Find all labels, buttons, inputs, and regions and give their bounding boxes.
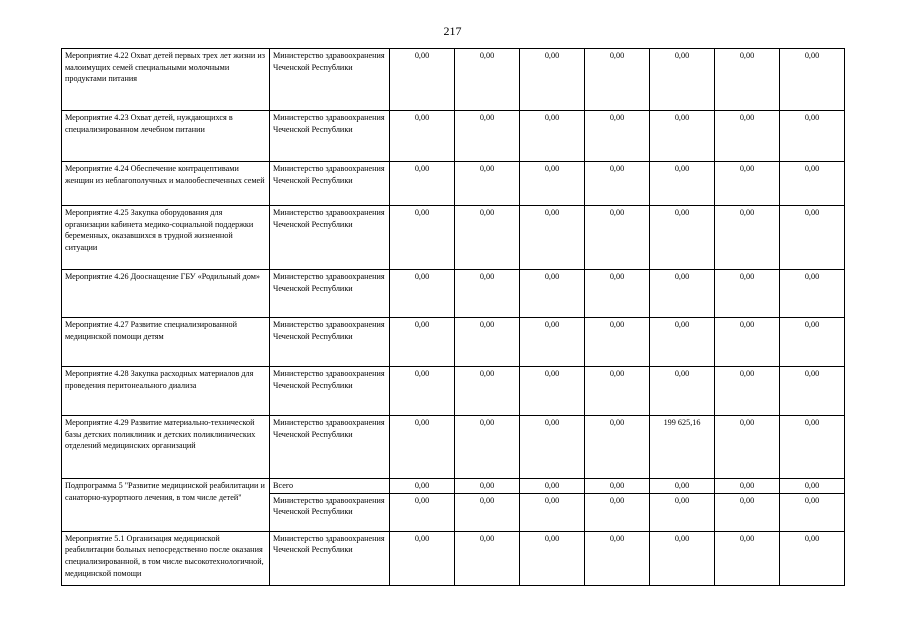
value-cell: 0,00 [520,111,585,162]
executor-cell: Министерство здравоохранения Чеченской Республики [270,111,390,162]
row-name-cell: Мероприятие 4.23 Охват детей, нуждающихся в специализированном лечебном питании [62,111,270,162]
value-cell: 0,00 [455,367,520,416]
value-cell: 0,00 [455,111,520,162]
value-cell: 0,00 [715,162,780,206]
value-cell: 0,00 [455,479,520,494]
value-cell: 0,00 [780,206,845,270]
value-cell: 0,00 [780,318,845,367]
table-row [62,531,845,585]
value-cell: 0,00 [585,318,650,367]
value-cell: 0,00 [390,367,455,416]
value-cell: 0,00 [650,318,715,367]
executor-cell: Министерство здравоохранения Чеченской Республики [270,270,390,318]
value-cell: 0,00 [650,49,715,111]
value-cell: 0,00 [715,206,780,270]
value-cell: 0,00 [780,270,845,318]
table-body [62,49,845,586]
value-cell: 0,00 [780,493,845,531]
table-row [62,162,845,206]
row-name-cell: Мероприятие 4.28 Закупка расходных материалов для проведения перитонеального диализа [62,367,270,416]
value-cell: 0,00 [650,111,715,162]
table-row [62,367,845,416]
value-cell: 0,00 [390,206,455,270]
row-name-cell: Мероприятие 5.1 Организация медицинской реабилитации больных непосредственно после оказания специализированной, в том числе высокотехнологичной, медицинской помощи [62,531,270,585]
value-cell: 0,00 [715,270,780,318]
value-cell: 0,00 [520,270,585,318]
value-cell: 0,00 [585,270,650,318]
executor-cell: Министерство здравоохранения Чеченской Республики [270,162,390,206]
value-cell: 0,00 [780,162,845,206]
executor-cell: Министерство здравоохранения Чеченской Республики [270,206,390,270]
value-cell: 0,00 [390,531,455,585]
value-cell: 0,00 [585,206,650,270]
table-row [62,111,845,162]
row-name-cell: Мероприятие 4.24 Обеспечение контрацептивами женщин из неблагополучных и малообеспеченных семей [62,162,270,206]
value-cell: 0,00 [650,531,715,585]
value-cell: 0,00 [780,49,845,111]
value-cell: 0,00 [780,531,845,585]
value-cell: 0,00 [715,493,780,531]
value-cell: 0,00 [520,206,585,270]
value-cell: 0,00 [585,493,650,531]
value-cell: 0,00 [520,367,585,416]
value-cell: 0,00 [585,367,650,416]
value-cell: 0,00 [715,416,780,479]
row-name-cell: Мероприятие 4.25 Закупка оборудования для организации кабинета медико-социальной поддержки беременных, оказавшихся в трудной жизненной ситуации [62,206,270,270]
budget-table [61,48,845,586]
value-cell: 199 625,16 [650,416,715,479]
value-cell: 0,00 [650,270,715,318]
value-cell: 0,00 [520,416,585,479]
value-cell: 0,00 [390,162,455,206]
value-cell: 0,00 [650,493,715,531]
executor-cell: Министерство здравоохранения Чеченской Республики [270,531,390,585]
table-row [62,206,845,270]
value-cell: 0,00 [390,479,455,494]
value-cell: 0,00 [585,49,650,111]
value-cell: 0,00 [520,49,585,111]
value-cell: 0,00 [585,531,650,585]
value-cell: 0,00 [650,367,715,416]
value-cell: 0,00 [520,531,585,585]
value-cell: 0,00 [455,531,520,585]
value-cell: 0,00 [650,206,715,270]
value-cell: 0,00 [650,162,715,206]
value-cell: 0,00 [715,111,780,162]
value-cell: 0,00 [585,162,650,206]
value-cell: 0,00 [390,493,455,531]
value-cell: 0,00 [390,416,455,479]
row-name-cell: Мероприятие 4.29 Развитие материально-технической базы детских поликлиник и детских поликлинических отделений медицинских организаций [62,416,270,479]
value-cell: 0,00 [650,479,715,494]
value-cell: 0,00 [715,49,780,111]
value-cell: 0,00 [780,479,845,494]
value-cell: 0,00 [390,49,455,111]
value-cell: 0,00 [390,270,455,318]
value-cell: 0,00 [715,479,780,494]
table-row [62,416,845,479]
value-cell: 0,00 [455,270,520,318]
table-row [62,49,845,111]
row-name-cell: Мероприятие 4.27 Развитие специализированной медицинской помощи детям [62,318,270,367]
executor-cell: Министерство здравоохранения Чеченской Республики [270,493,390,531]
value-cell: 0,00 [520,162,585,206]
value-cell: 0,00 [390,111,455,162]
table-row [62,479,845,494]
row-name-cell: Мероприятие 4.22 Охват детей первых трех лет жизни из малоимущих семей специальными молочными продуктами питания [62,49,270,111]
table-row [62,270,845,318]
value-cell: 0,00 [520,318,585,367]
value-cell: 0,00 [455,493,520,531]
value-cell: 0,00 [455,49,520,111]
value-cell: 0,00 [455,162,520,206]
value-cell: 0,00 [520,493,585,531]
executor-cell: Министерство здравоохранения Чеченской Республики [270,367,390,416]
value-cell: 0,00 [715,367,780,416]
value-cell: 0,00 [520,479,585,494]
value-cell: 0,00 [780,111,845,162]
executor-cell: Министерство здравоохранения Чеченской Республики [270,416,390,479]
value-cell: 0,00 [390,318,455,367]
value-cell: 0,00 [715,531,780,585]
value-cell: 0,00 [715,318,780,367]
value-cell: 0,00 [455,206,520,270]
value-cell: 0,00 [780,416,845,479]
value-cell: 0,00 [780,367,845,416]
row-name-cell: Мероприятие 4.26 Дооснащение ГБУ «Родильный дом» [62,270,270,318]
row-name-cell: Подпрограмма 5 "Развитие медицинской реабилитации и санаторно-курортного лечения, в том числе детей" [62,479,270,532]
page-number: 217 [443,24,462,38]
table-row [62,318,845,367]
value-cell: 0,00 [585,111,650,162]
executor-cell: Министерство здравоохранения Чеченской Республики [270,318,390,367]
executor-cell: Всего [270,479,390,494]
value-cell: 0,00 [455,318,520,367]
value-cell: 0,00 [585,479,650,494]
value-cell: 0,00 [455,416,520,479]
value-cell: 0,00 [585,416,650,479]
executor-cell: Министерство здравоохранения Чеченской Республики [270,49,390,111]
